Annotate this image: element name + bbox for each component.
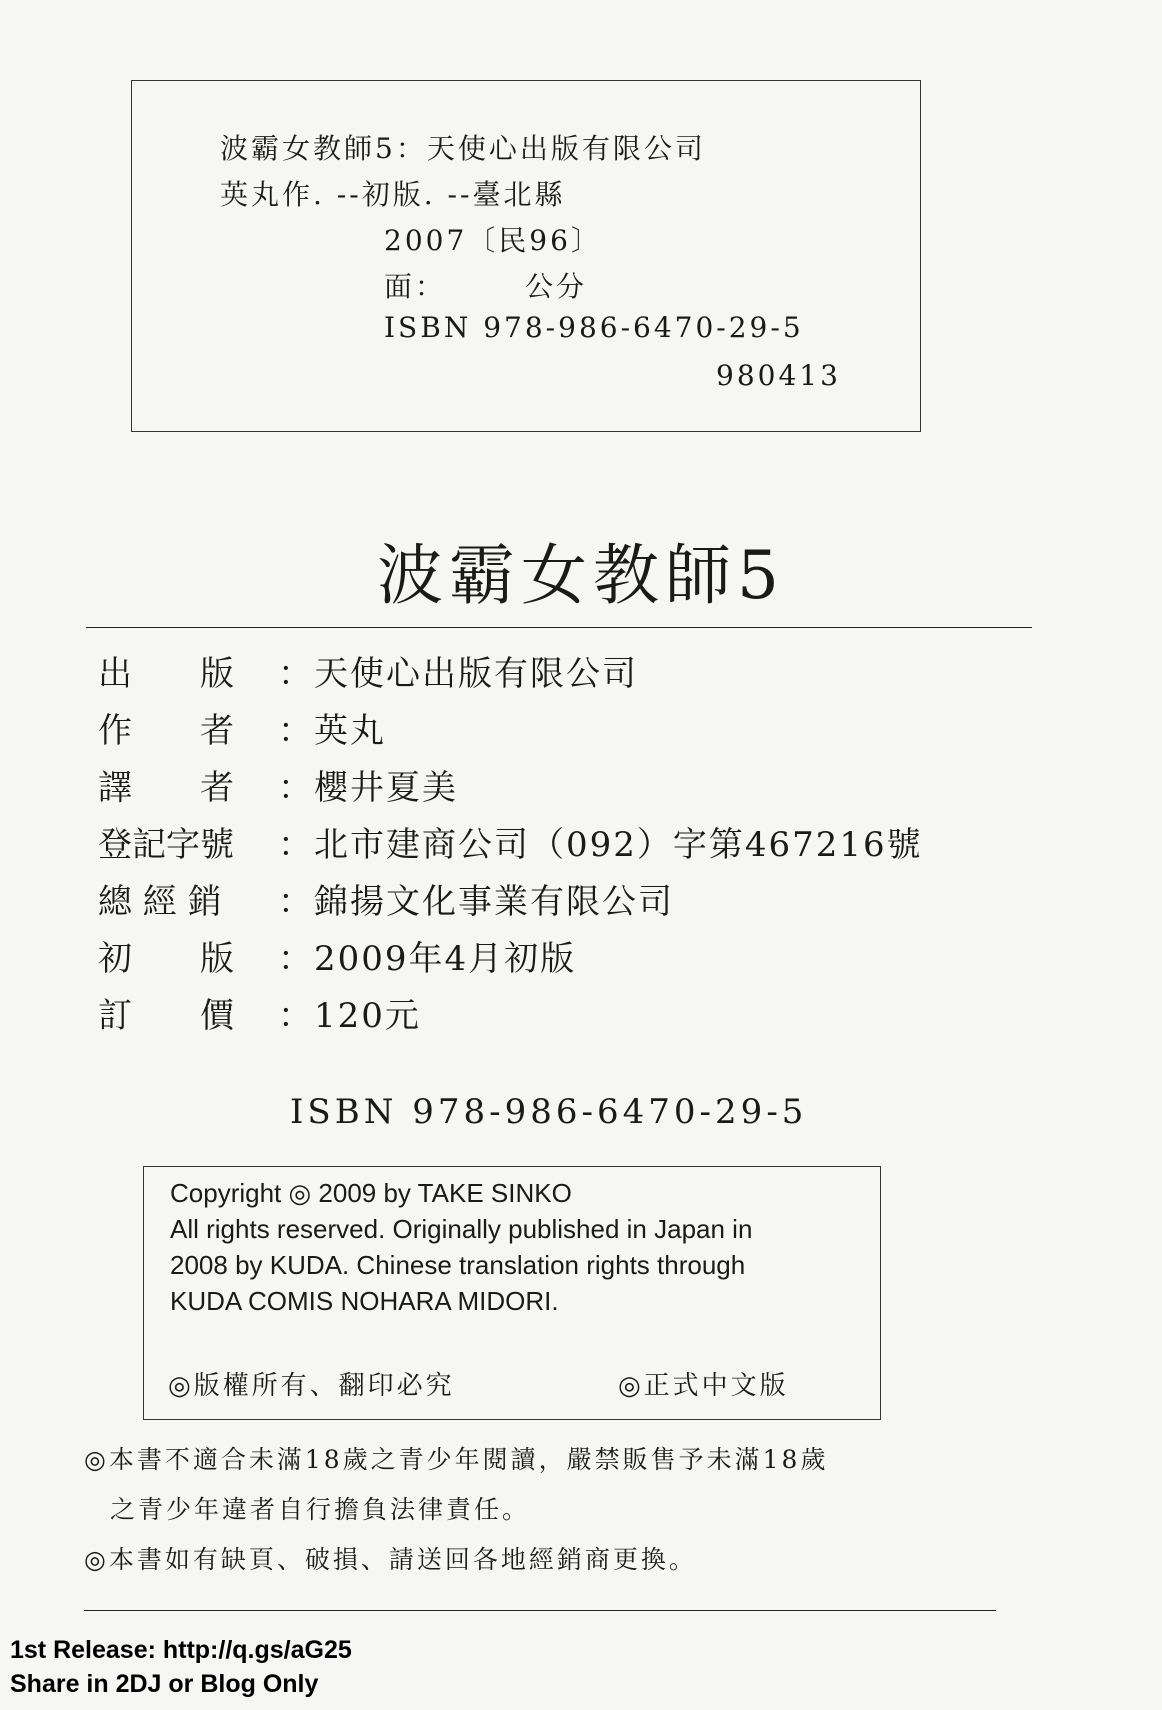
- cip-line-author: 英丸作. --初版. --臺北縣: [220, 178, 566, 211]
- info-label: 作 者: [98, 711, 234, 751]
- info-value: 天使心出版有限公司: [314, 654, 638, 694]
- book-title: 波霸女教師5: [377, 537, 785, 614]
- info-label: 登記字號: [98, 825, 234, 865]
- info-label: 出 版: [98, 654, 234, 694]
- info-row-distributor: 總 經 銷 ：錦揚文化事業有限公司: [98, 874, 674, 923]
- cip-line-title: 波霸女教師5：天使心出版有限公司: [220, 132, 706, 165]
- info-value: 2009年4月初版: [314, 939, 577, 979]
- info-value: 英丸: [314, 711, 386, 751]
- info-value: 120元: [314, 996, 421, 1036]
- cip-line-year: 2007〔民96〕: [384, 224, 602, 257]
- age-notice-continued: 之青少年違者自行擔負法律責任。: [110, 1495, 531, 1524]
- info-value: 櫻井夏美: [314, 768, 458, 808]
- cip-box: [131, 80, 921, 432]
- info-value: 北市建商公司（092）字第467216號: [314, 825, 923, 865]
- info-row-translator: 譯 者 ：櫻井夏美: [98, 760, 458, 809]
- info-label: 譯 者: [98, 768, 234, 808]
- info-row-author: 作 者 ：英丸: [98, 703, 386, 752]
- info-row-edition: 初 版 ：2009年4月初版: [98, 931, 576, 980]
- info-row-publisher: 出 版 ：天使心出版有限公司: [98, 646, 638, 695]
- release-link-text: 1st Release: http://q.gs/aG25: [10, 1636, 352, 1664]
- cip-line-pages: 面： 公分: [384, 270, 588, 303]
- share-notice-text: Share in 2DJ or Blog Only: [10, 1670, 319, 1698]
- info-label: 總 經 銷: [98, 882, 222, 922]
- copyright-line: Copyright ◎ 2009 by TAKE SINKO: [170, 1178, 572, 1208]
- info-row-price: 訂 價 ：120元: [98, 988, 421, 1037]
- age-notice: ◎本書不適合未滿18歲之青少年閱讀，嚴禁販售予未滿18歲: [84, 1445, 829, 1474]
- isbn-number: ISBN 978-986-6470-29-5: [290, 1092, 808, 1132]
- copyright-line: All rights reserved. Originally published in Japan in: [170, 1214, 753, 1244]
- info-label: 訂 價: [98, 996, 234, 1036]
- info-label: 初 版: [98, 939, 234, 979]
- copyright-text: [170, 1175, 752, 1319]
- cip-line-number: 980413: [716, 359, 841, 392]
- info-row-registration: 登記字號 ：北市建商公司（092）字第467216號: [98, 817, 923, 866]
- copyright-line: KUDA COMIS NOHARA MIDORI.: [170, 1286, 559, 1316]
- title-divider: [86, 627, 1032, 628]
- bottom-divider: [84, 1610, 996, 1611]
- copyright-line: 2008 by KUDA. Chinese translation rights through: [170, 1250, 746, 1280]
- rights-reserved-mark: ◎版權所有、翻印必究: [168, 1371, 455, 1401]
- copyright-box: [143, 1166, 881, 1420]
- official-edition-mark: ◎正式中文版: [618, 1371, 789, 1401]
- cip-line-isbn: ISBN 978-986-6470-29-5: [384, 311, 804, 344]
- info-value: 錦揚文化事業有限公司: [314, 882, 674, 922]
- damage-notice: ◎本書如有缺頁、破損、請送回各地經銷商更換。: [84, 1545, 697, 1574]
